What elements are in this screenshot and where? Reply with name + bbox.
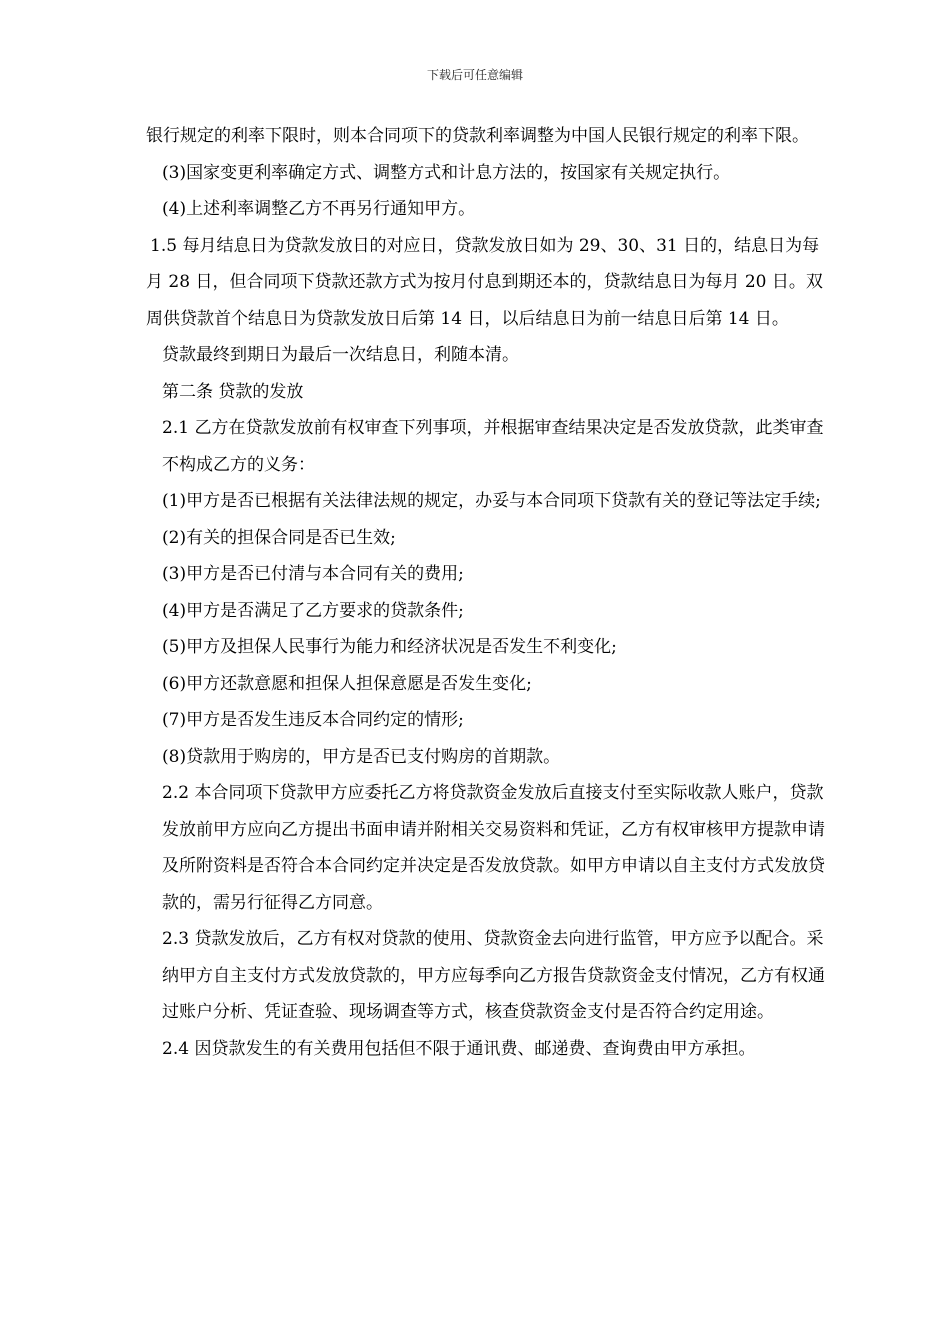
list-item: (8)贷款用于购房的，甲方是否已支付购房的首期款。	[162, 746, 561, 767]
paragraph: 银行规定的利率下限时，则本合同项下的贷款利率调整为中国人民银行规定的利率下限。	[146, 126, 809, 146]
list-item: (2)有关的担保合同是否已生效;	[162, 527, 396, 548]
document-body	[146, 118, 826, 1067]
page-header: 下载后可任意编辑	[426, 68, 523, 82]
list-item: (5)甲方及担保人民事行为能力和经济状况是否发生不利变化;	[162, 637, 617, 657]
list-item: (4)甲方是否满足了乙方要求的贷款条件;	[162, 600, 464, 621]
list-item: (6)甲方还款意愿和担保人担保意愿是否发生变化;	[162, 673, 532, 694]
list-item: (1)甲方是否已根据有关法律法规的规定，办妥与本合同项下贷款有关的登记等法定手续;	[162, 491, 821, 511]
paragraph: (3)国家变更利率确定方式、调整方式和计息方法的，按国家有关规定执行。	[162, 162, 731, 183]
paragraph: 1.5 每月结息日为贷款发放日的对应日，贷款发放日如为 29、30、31 日的，结息日为每月 28 日，但合同项下贷款还款方式为按月付息到期还本的，贷款结息日为每月 20 日。双周供贷款首个结息日为贷款发放日后第 14 日，以后结息日为前一结息日后第 14 日。	[146, 235, 823, 329]
paragraph: 2.2 本合同项下贷款甲方应委托乙方将贷款资金发放后直接支付至实际收款人账户，贷款发放前甲方应向乙方提出书面申请并附相关交易资料和凭证，乙方有权审核甲方提款申请及所附资料是否符合本合同约定并决定是否发放贷款。如甲方申请以自主支付方式发放贷款的，需另行征得乙方同意。	[162, 783, 825, 913]
paragraph: 2.3 贷款发放后，乙方有权对贷款的使用、贷款资金去向进行监管，甲方应予以配合。采纳甲方自主支付方式发放贷款的，甲方应每季向乙方报告贷款资金支付情况，乙方有权通过账户分析、凭证查验、现场调查等方式，核查贷款资金支付是否符合约定用途。	[162, 929, 825, 1022]
paragraph: (4)上述利率调整乙方不再另行通知甲方。	[162, 199, 476, 219]
paragraph: 2.1 乙方在贷款发放前有权审查下列事项，并根据审查结果决定是否发放贷款，此类审查不构成乙方的义务：	[162, 418, 824, 475]
list-item: (7)甲方是否发生违反本合同约定的情形;	[162, 710, 464, 730]
paragraph: 贷款最终到期日为最后一次结息日，利随本清。	[162, 345, 519, 365]
section-heading: 第二条 贷款的发放	[162, 381, 304, 402]
list-item: (3)甲方是否已付清与本合同有关的费用;	[162, 564, 464, 584]
paragraph: 2.4 因贷款发生的有关费用包括但不限于通讯费、邮递费、查询费由甲方承担。	[162, 1038, 756, 1059]
